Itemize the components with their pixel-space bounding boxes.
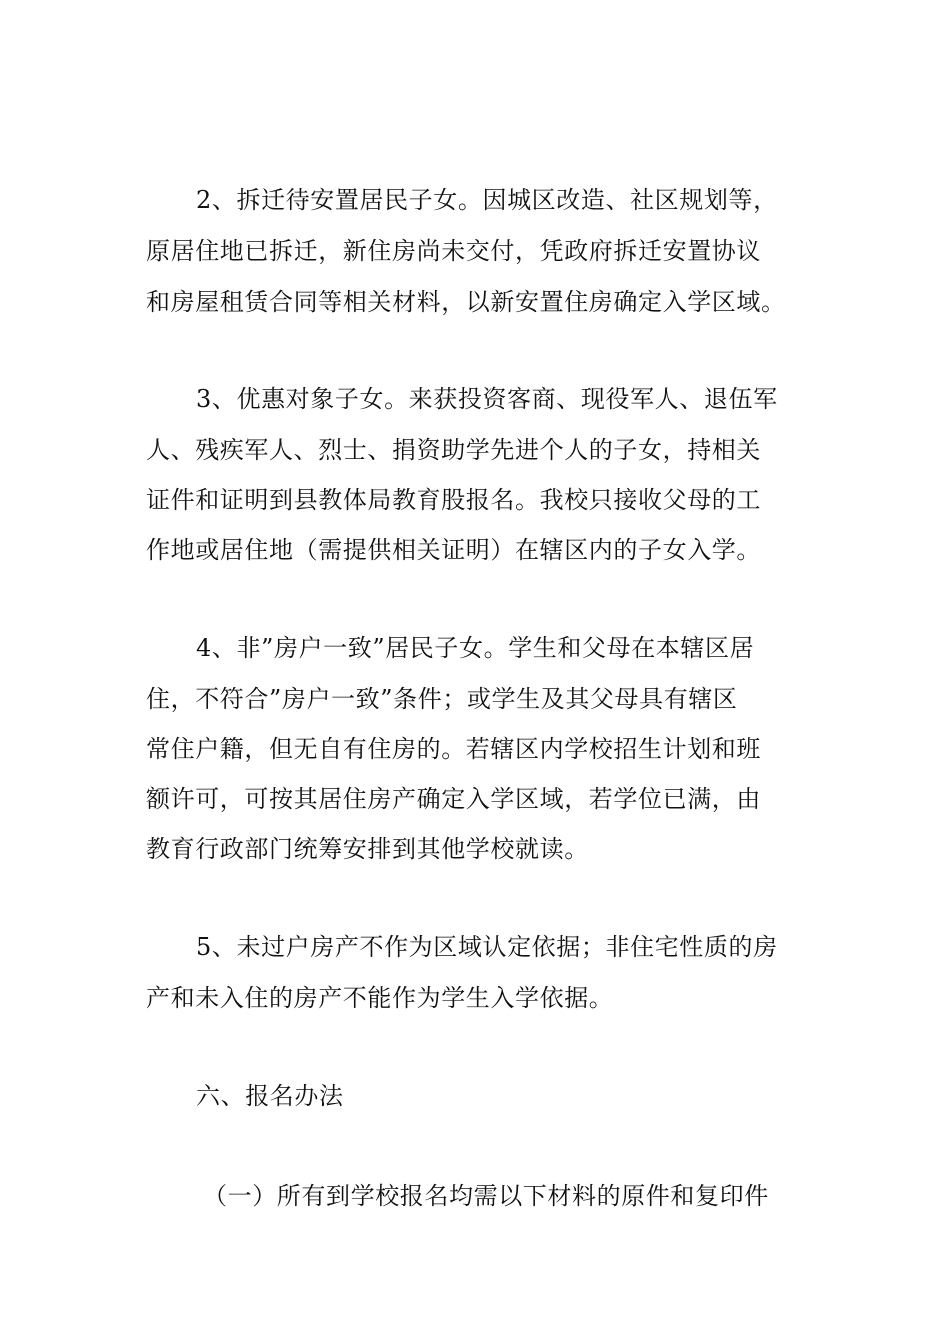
paragraph-2-line-2: 原居住地已拆迁，新住房尚未交付，凭政府拆迁安置协议 — [146, 237, 761, 265]
paragraph-4-line-4: 额许可，可按其居住房产确定入学区域，若学位已满，由 — [146, 785, 761, 813]
paragraph-5-line-1: 5、未过户房产不作为区域认定依据；非住宅性质的房 — [196, 933, 778, 961]
paragraph-4-line-3: 常住户籍，但无自有住房的。若辖区内学校招生计划和班 — [146, 735, 761, 763]
paragraph-4-line-1: 4、非”房户一致”居民子女。学生和父母在本辖区居 — [196, 634, 755, 662]
paragraph-3-line-4: 作地或居住地（需提供相关证明）在辖区内的子女入学。 — [146, 536, 761, 564]
section-6-subheading-1: （一）所有到学校报名均需以下材料的原件和复印件 — [203, 1182, 769, 1210]
paragraph-5-line-2: 产和未入住的房产不能作为学生入学依据。 — [146, 984, 614, 1012]
paragraph-3-line-3: 证件和证明到县教体局教育股报名。我校只接收父母的工 — [146, 486, 761, 514]
paragraph-2-line-3: 和房屋租赁合同等相关材料，以新安置住房确定入学区域。 — [146, 288, 786, 316]
paragraph-2-line-1: 2、拆迁待安置居民子女。因城区改造、社区规划等， — [196, 186, 778, 214]
section-6-heading: 六、报名办法 — [196, 1082, 344, 1110]
paragraph-3-line-1: 3、优惠对象子女。来获投资客商、现役军人、退伍军 — [196, 385, 778, 413]
paragraph-4-line-2: 住，不符合”房户一致”条件；或学生及其父母具有辖区 — [146, 685, 738, 713]
paragraph-3-line-2: 人、残疾军人、烈士、捐资助学先进个人的子女，持相关 — [146, 436, 761, 464]
paragraph-4-line-5: 教育行政部门统筹安排到其他学校就读。 — [146, 835, 589, 863]
